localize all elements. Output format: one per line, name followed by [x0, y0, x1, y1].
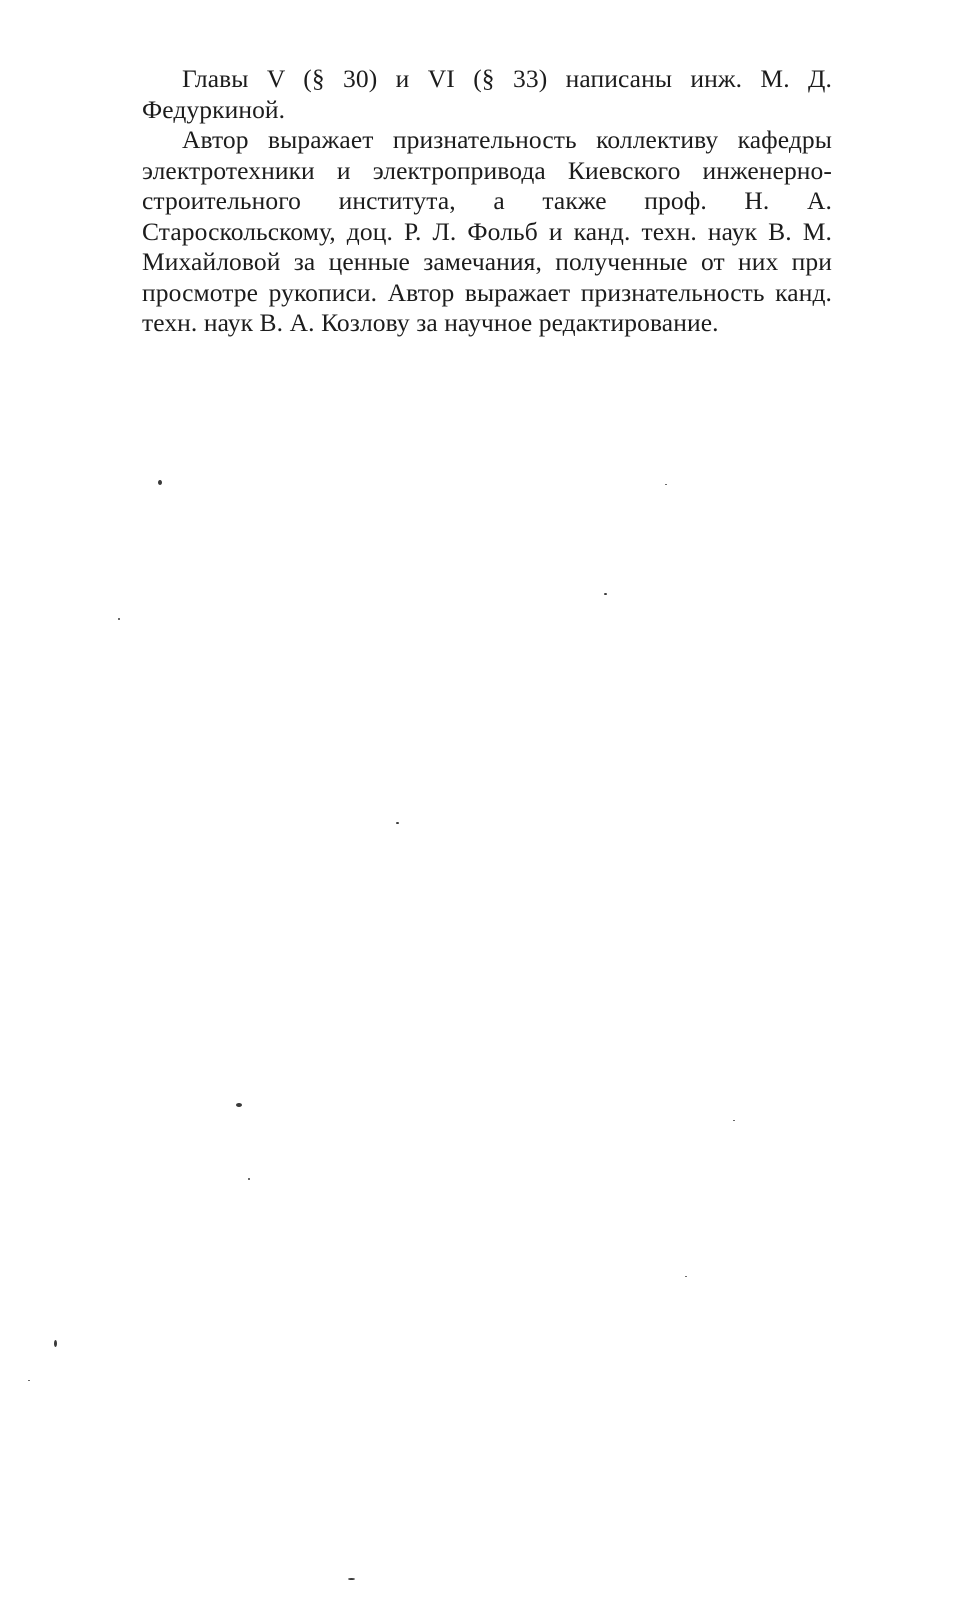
scan-speck: [733, 1120, 735, 1121]
scan-speck: [28, 1380, 30, 1381]
authorship-note-paragraph: Главы V (§ 30) и VI (§ 33) написаны инж. М. Д. Федуркиной.: [142, 64, 832, 124]
scan-speck: [665, 484, 667, 485]
acknowledgements-text: [142, 64, 832, 339]
acknowledgements-paragraph: Автор выражает признательность коллективу кафедры электротехники и электропривода Киевского инженерно-строительного института, а также проф. Н. А. Староскольскому, доц. Р. Л. Фольб и канд. техн. наук В. М. Михайловой за ценные замечания, полученные от них при просмотре рукописи. Автор выражает признательность канд. техн. наук В. А. Козлову за научное редактирование.: [142, 125, 832, 337]
scan-speck: [54, 1340, 57, 1347]
scan-speck: [118, 618, 120, 620]
scan-speck: [396, 822, 399, 824]
scan-speck: [248, 1178, 250, 1180]
scan-speck: [236, 1103, 242, 1107]
scan-speck: [604, 593, 607, 595]
scan-speck: [158, 480, 162, 485]
scan-speck: [348, 1578, 355, 1580]
scan-speck: [685, 1276, 687, 1277]
